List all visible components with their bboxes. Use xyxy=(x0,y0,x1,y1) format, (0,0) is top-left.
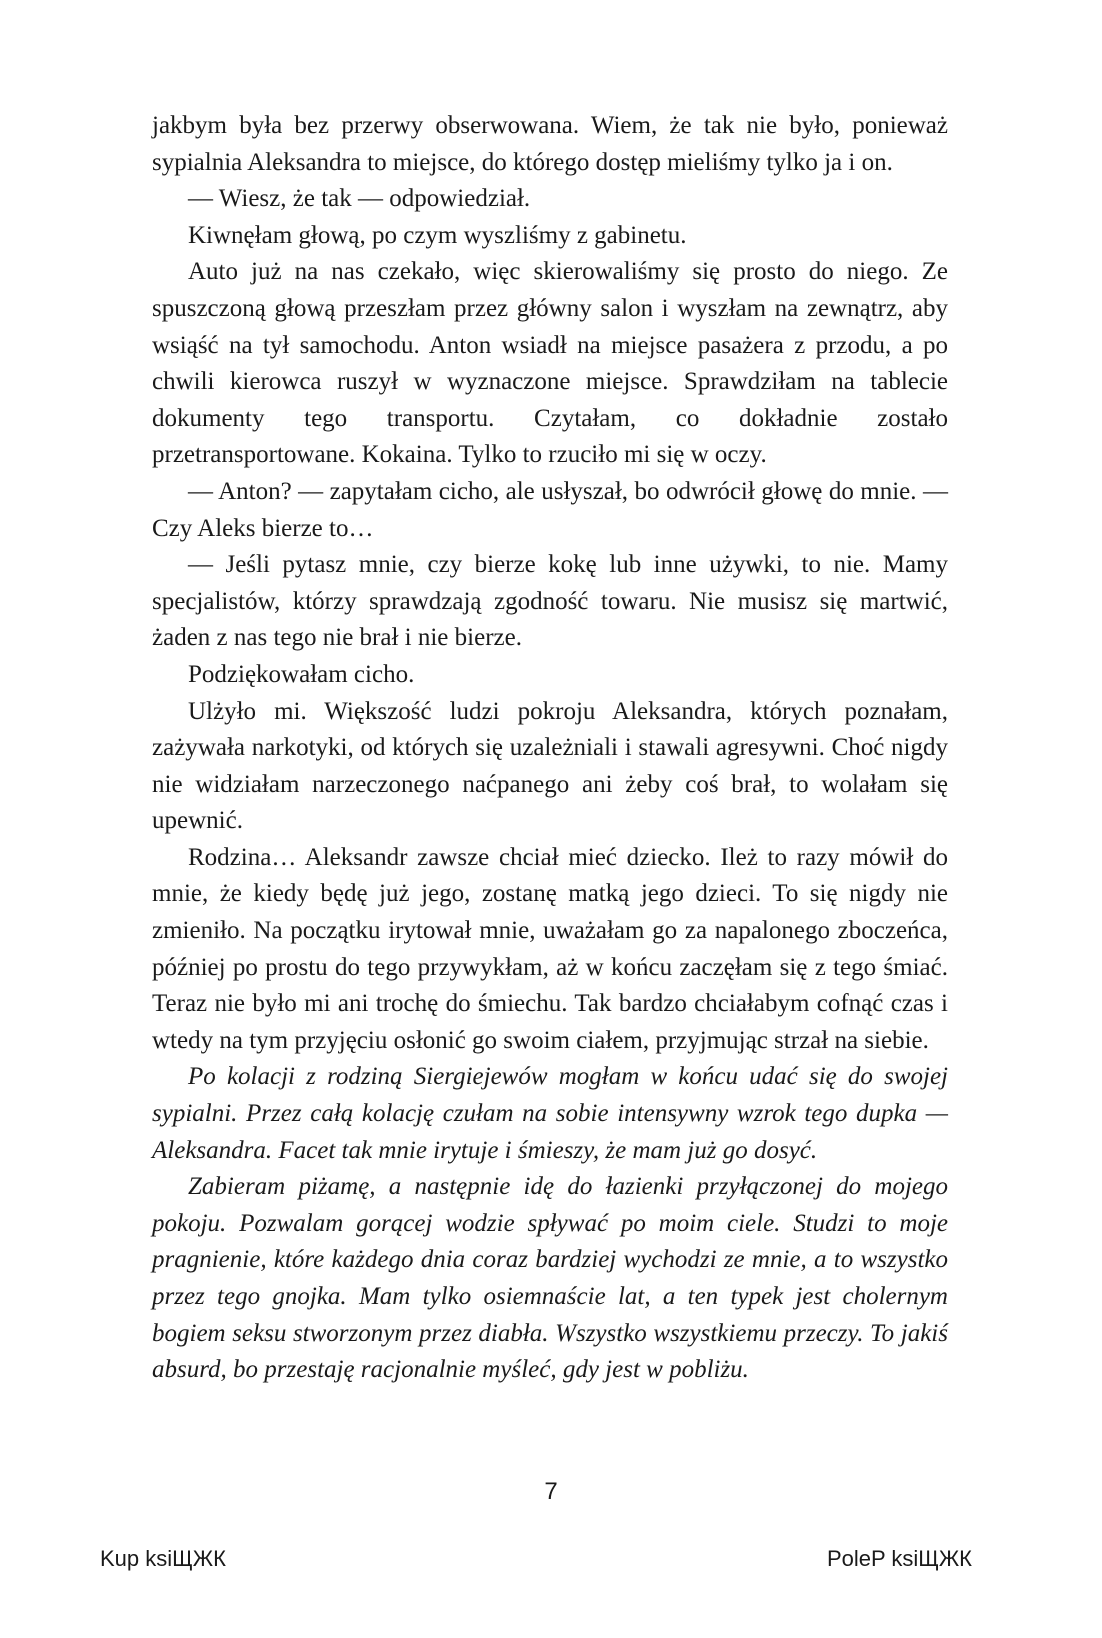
paragraph: — Jeśli pytasz mnie, czy bierze kokę lub inne używki, to nie. Mamy specjalistów, którzy sprawdzają zgodność towaru. Nie musisz się martwić, żaden z nas tego nie brał i nie bierze. xyxy=(152,551,948,652)
italic-paragraph: Po kolacji z rodziną Siergiejewów mogłam w końcu udać się do swojej sypialni. Przez całą kolację czułam na sobie intensywny wzrok tego dupka — Aleksandra. Facet tak mnie irytuje i śmieszy, że mam już go dosyć. xyxy=(152,1063,948,1164)
page-number: 7 xyxy=(544,1478,558,1505)
paragraph: Podziękowałam cicho. xyxy=(188,660,415,688)
page-body xyxy=(152,108,948,1389)
paragraph: Ulżyło mi. Większość ludzi pokroju Aleksandra, których poznałam, zażywała narkotyki, od których się uzależniali i stawali agresywni. Choć nigdy nie widziałam narzeczonego naćpanego ani żeby coś brał, to wolałam się upewnić. xyxy=(152,697,948,835)
paragraph: — Wiesz, że tak — odpowiedział. xyxy=(188,185,531,213)
footer-recommend-link[interactable]: PoleP ksiЩЖК xyxy=(826,1546,972,1571)
paragraph: Auto już na nas czekało, więc skierowaliśmy się prosto do niego. Ze spuszczoną głową przeszłam przez główny salon i wyszłam na zewnątrz, aby wsiąść na tył samochodu. Anton wsiadł na miejsce pasażera z przodu, a po chwili kierowca ruszył w wyznaczone miejsce. Sprawdziłam na tablecie dokumenty tego transportu. Czytałam, co dokładnie zostało przetransportowane. Kokaina. Tylko to rzuciło mi się w oczy. xyxy=(152,258,948,469)
italic-paragraph: Zabieram piżamę, a następnie idę do łazienki przyłączonej do mojego pokoju. Pozwalam gorącej wodzie spływać po moim ciele. Studzi to moje pragnienie, które każdego dnia coraz bardziej wychodzi ze mnie, a to wszystko przez tego gnojka. Mam tylko osiemnaście lat, a ten typek jest cholernym bogiem seksu stworzonym przez diabła. Wszystko wszystkiemu przeczy. To jakiś absurd, bo przestaję racjonalnie myśleć, gdy jest w pobliżu. xyxy=(152,1173,948,1384)
paragraph: Kiwnęłam głową, po czym wyszliśmy z gabinetu. xyxy=(188,221,687,249)
paragraph: Rodzina… Aleksandr zawsze chciał mieć dziecko. Ileż to razy mówił do mnie, że kiedy będę już jego, zostanę matką jego dzieci. To się nigdy nie zmieniło. Na początku irytował mnie, uważałam go za napalonego zboczeńca, później po prostu do tego przywykłam, aż w końcu zaczęłam się z tego śmiać. Teraz nie było mi ani trochę do śmiechu. Tak bardzo chciałabym cofnąć czas i wtedy na tym przyjęciu osłonić go swoim ciałem, przyjmując strzał na siebie. xyxy=(152,843,948,1054)
footer-buy-link[interactable]: Kup ksiЩЖК xyxy=(100,1546,226,1571)
paragraph: jakbym była bez przerwy obserwowana. Wiem, że tak nie było, ponieważ sypialnia Aleksandra to miejsce, do którego dostęp mieliśmy tylko ja i on. xyxy=(152,112,948,176)
paragraph: — Anton? — zapytałam cicho, ale usłyszał, bo odwrócił głowę do mnie. — Czy Aleks bierze to… xyxy=(152,477,948,542)
